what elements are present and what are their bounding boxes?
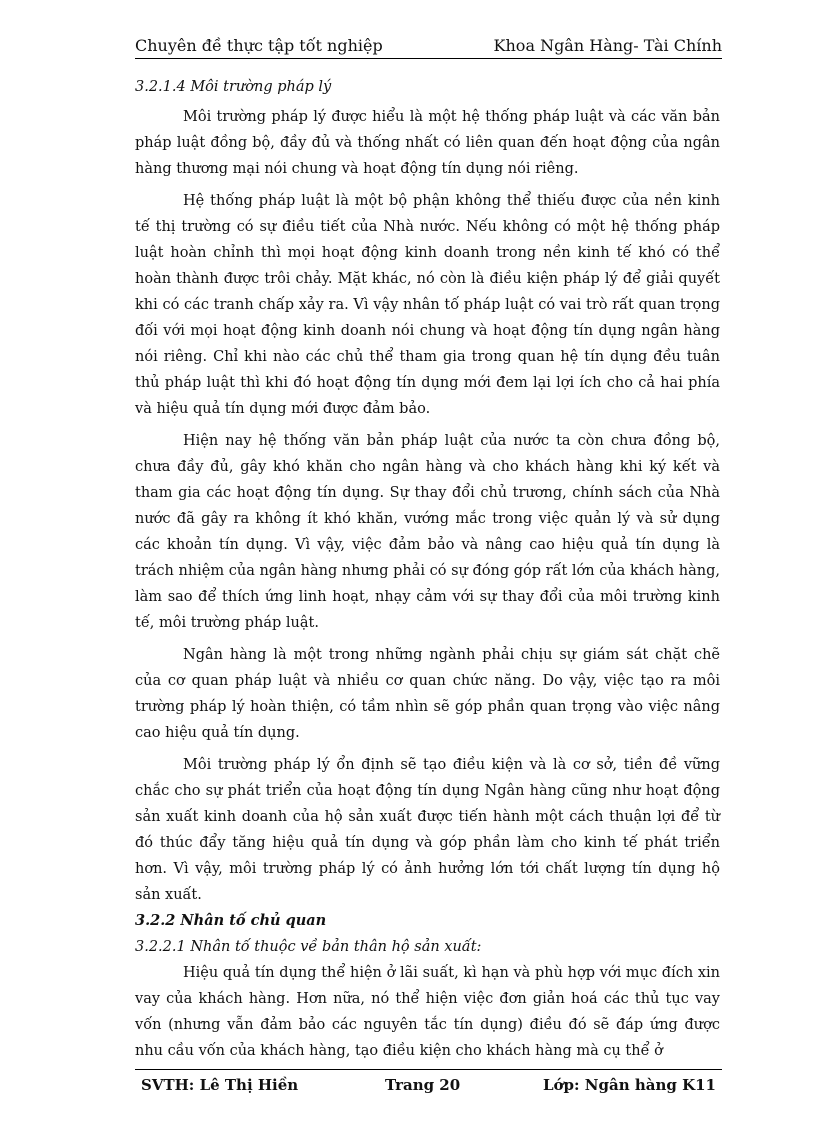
paragraph: Môi trường pháp lý ổn định sẽ tạo điều kiện và là cơ sở, tiền đề vững chắc cho sự phát triển của hoạt động tín dụng Ngân hàng cũng như hoạt động sản xuất kinh doanh của hộ sản xuất được tiến hành một cách thuận lợi để từ đó thúc đẩy tăng hiệu quả tín dụng và góp phần làm cho kinh tế phát triển hơn. Vì vậy, môi trường pháp lý có ảnh hưởng lớn tới chất lượng tín dụng hộ sản xuất. (135, 757, 720, 903)
paragraph: Hiện nay hệ thống văn bản pháp luật của nước ta còn chưa đồng bộ, chưa đầy đủ, gây khó khăn cho ngân hàng và cho khách hàng khi ký kết và tham gia các hoạt động tín dụng. Sự thay đổi chủ trương, chính sách của Nhà nước đã gây ra không ít khó khăn, vướng mắc trong việc quản lý và sử dụng các khoản tín dụng. Vì vậy, việc đảm bảo và nâng cao hiệu quả tín dụng là trách nhiệm của ngân hàng nhưng phải có sự đóng góp rất lớn của khách hàng, làm sao để thích ứng linh hoạt, nhạy cảm với sự thay đổi của môi trường kinh tế, môi trường pháp luật. (135, 433, 720, 631)
paragraph: Môi trường pháp lý được hiểu là một hệ thống pháp luật và các văn bản pháp luật đồng bộ, đầy đủ và thống nhất có liên quan đến hoạt động của ngân hàng thương mại nói chung và hoạt động tín dụng nói riêng. (135, 109, 720, 177)
paragraph: Hiệu quả tín dụng thể hiện ở lãi suất, kì hạn và phù hợp với mục đích xin vay của khách hàng. Hơn nữa, nó thể hiện việc đơn giản hoá các thủ tục vay vốn (nhưng vẫn đảm bảo các nguyên tắc tín dụng) điều đó sẽ đáp ứng được nhu cầu vốn của khách hàng, tạo điều kiện cho khách hàng mà cụ thể ở (135, 965, 720, 1059)
section-heading-3-2-1-4: 3.2.1.4 Môi trường pháp lý (135, 79, 332, 95)
header-faculty: Khoa Ngân Hàng- Tài Chính (493, 36, 722, 55)
paragraph: Hệ thống pháp luật là một bộ phận không thể thiếu được của nền kinh tế thị trường có sự điều tiết của Nhà nước. Nếu không có một hệ thống pháp luật hoàn chỉnh thì mọi hoạt động kinh doanh trong nền kinh tế khó có thể hoàn thành được trôi chảy. Mặt khác, nó còn là điều kiện pháp lý để giải quyết khi có các tranh chấp xảy ra. Vì vậy nhân tố pháp luật có vai trò rất quan trọng đối với mọi hoạt động kinh doanh nói chung và hoạt động tín dụng ngân hàng nói riêng. Chỉ khi nào các chủ thể tham gia trong quan hệ tín dụng đều tuân thủ pháp luật thì khi đó hoạt động tín dụng mới đem lại lợi ích cho cả hai phía và hiệu quả tín dụng mới được đảm bảo. (135, 193, 720, 417)
footer-class: Lớp: Ngân hàng K11 (543, 1076, 716, 1094)
footer-page-number: Trang 20 (385, 1076, 461, 1094)
section-heading-3-2-2: 3.2.2 Nhân tố chủ quan (135, 912, 327, 929)
paragraph: Ngân hàng là một trong những ngành phải chịu sự giám sát chặt chẽ của cơ quan pháp luật và nhiều cơ quan chức năng. Do vậy, việc tạo ra môi trường pháp lý hoàn thiện, có tầm nhìn sẽ góp phần quan trọng vào việc nâng cao hiệu quả tín dụng. (135, 647, 720, 741)
page-footer (135, 1069, 722, 1100)
page-header (135, 34, 722, 59)
page-body (135, 74, 720, 1064)
footer-student: SVTH: Lê Thị Hiền (141, 1076, 299, 1094)
section-heading-3-2-2-1: 3.2.2.1 Nhân tố thuộc về bản thân hộ sản xuất: (135, 939, 482, 955)
header-course-title: Chuyên đề thực tập tốt nghiệp (135, 36, 383, 55)
